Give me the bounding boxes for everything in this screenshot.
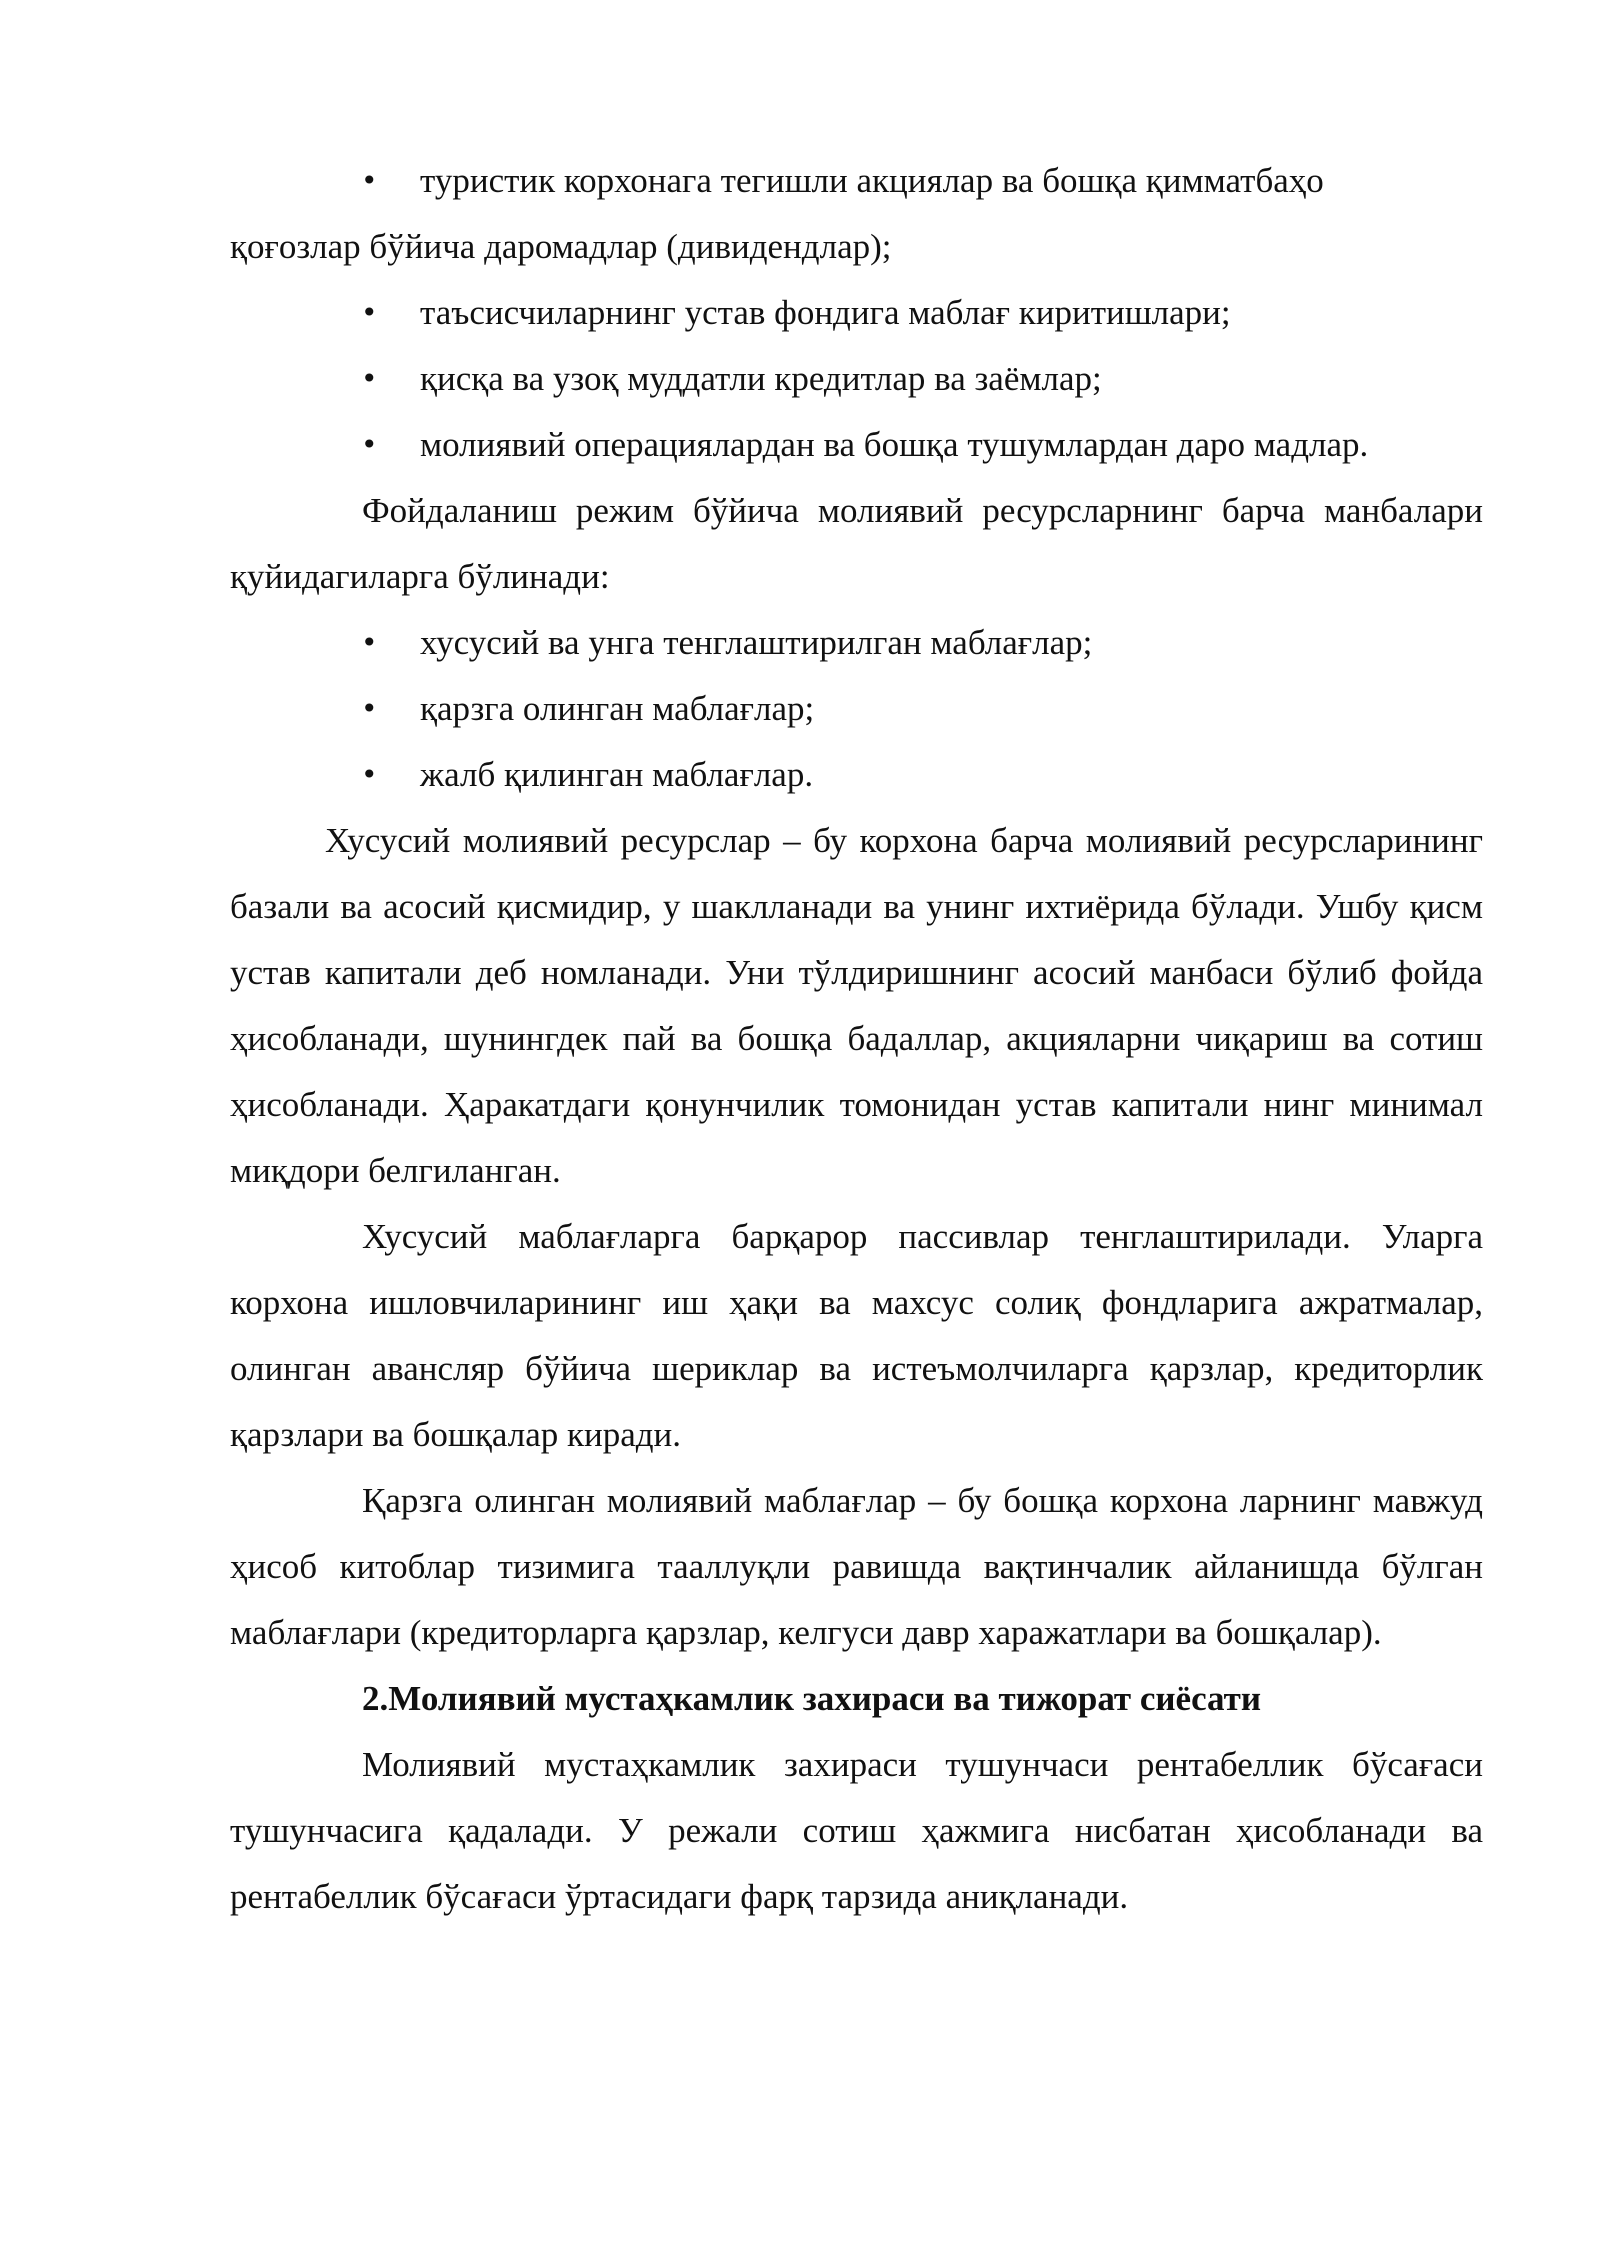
list-item-text: қарзга олинган маблағлар;	[420, 689, 815, 728]
bullet-icon: •	[361, 296, 378, 329]
list-item	[230, 742, 1483, 808]
paragraph-equivalent-funds: Хусусий маблағларга барқарор пассивлар тенглаштирилади. Уларга корхона ишловчиларининг иш ҳақи ва махсус солиқ фондларига ажратмалар, олинган авансляр бўйича шериклар ва истеъмолчиларга қарзлар, кредиторлик қарзлари ва бошқалар киради.	[230, 1217, 1483, 1454]
list-item	[230, 148, 1483, 280]
paragraph-borrowed-funds: Қарзга олинган молиявий маблағлар – бу бошқа корхона ларнинг мавжуд ҳисоб китоблар тизимига тааллуқли равишда вақтинчалик айланишда бўлган маблағлари (кредиторларга қарзлар, келгуси давр харажатлари ва бошқалар).	[230, 1481, 1483, 1652]
list-item	[230, 676, 1483, 742]
document-page	[230, 148, 1483, 1930]
list-item	[230, 346, 1483, 412]
paragraph-own-resources: Хусусий молиявий ресурслар – бу корхона барча молиявий ресурсларининг базали ва асосий қисмидир, у шаклланади ва унинг ихтиёрида бўлади. Ушбу қисм устав капитали деб номланади. Уни тўлдиришнинг асосий манбаси бўлиб фойда ҳисобланади, шунингдек пай ва бошқа бадаллар, акцияларни чиқариш ва сотиш ҳисобланади. Ҳаракатдаги қонунчилик томонидан устав капитали нинг минимал миқдори белгиланган.	[230, 821, 1483, 1190]
list-item-text: жалб қилинган маблағлар.	[420, 755, 814, 794]
list-item-text: туристик корхонага тегишли акциялар ва бошқа қимматбаҳо	[420, 161, 1324, 200]
bullet-icon: •	[361, 164, 378, 197]
bullet-icon: •	[361, 758, 378, 791]
bullet-icon: •	[361, 626, 378, 659]
list-item	[230, 412, 1483, 478]
paragraph-financial-reserve: Молиявий мустаҳкамлик захираси тушунчаси рентабеллик бўсағаси тушунчасига қадалади. У режали сотиш ҳажмига нисбатан ҳисобланади ва рентабеллик бўсағаси ўртасидаги фарқ тарзида аниқланади.	[230, 1745, 1483, 1916]
list-item	[230, 280, 1483, 346]
paragraph-usage: Фойдаланиш режим бўйича молиявий ресурсларнинг барча манбалари қуйидагиларга бўлинади:	[230, 491, 1483, 596]
list-item-text-continued: қоғозлар бўйича даромадлар (дивидендлар);	[230, 227, 892, 266]
bullet-icon: •	[361, 362, 378, 395]
list-item-text: молиявий операциялардан ва бошқа тушумлардан даро мадлар.	[420, 425, 1369, 464]
bullet-icon: •	[361, 692, 378, 725]
list-item	[230, 610, 1483, 676]
list-item-text: хусусий ва унга тенглаштирилган маблағлар;	[420, 623, 1093, 662]
section-heading: 2.Молиявий мустаҳкамлик захираси ва тижорат сиёсати	[362, 1679, 1262, 1718]
list-item-text: таъсисчиларнинг устав фондига маблағ киритишлари;	[420, 293, 1231, 332]
bullet-icon: •	[361, 428, 378, 461]
list-item-text: қисқа ва узоқ муддатли кредитлар ва заёмлар;	[420, 359, 1102, 398]
